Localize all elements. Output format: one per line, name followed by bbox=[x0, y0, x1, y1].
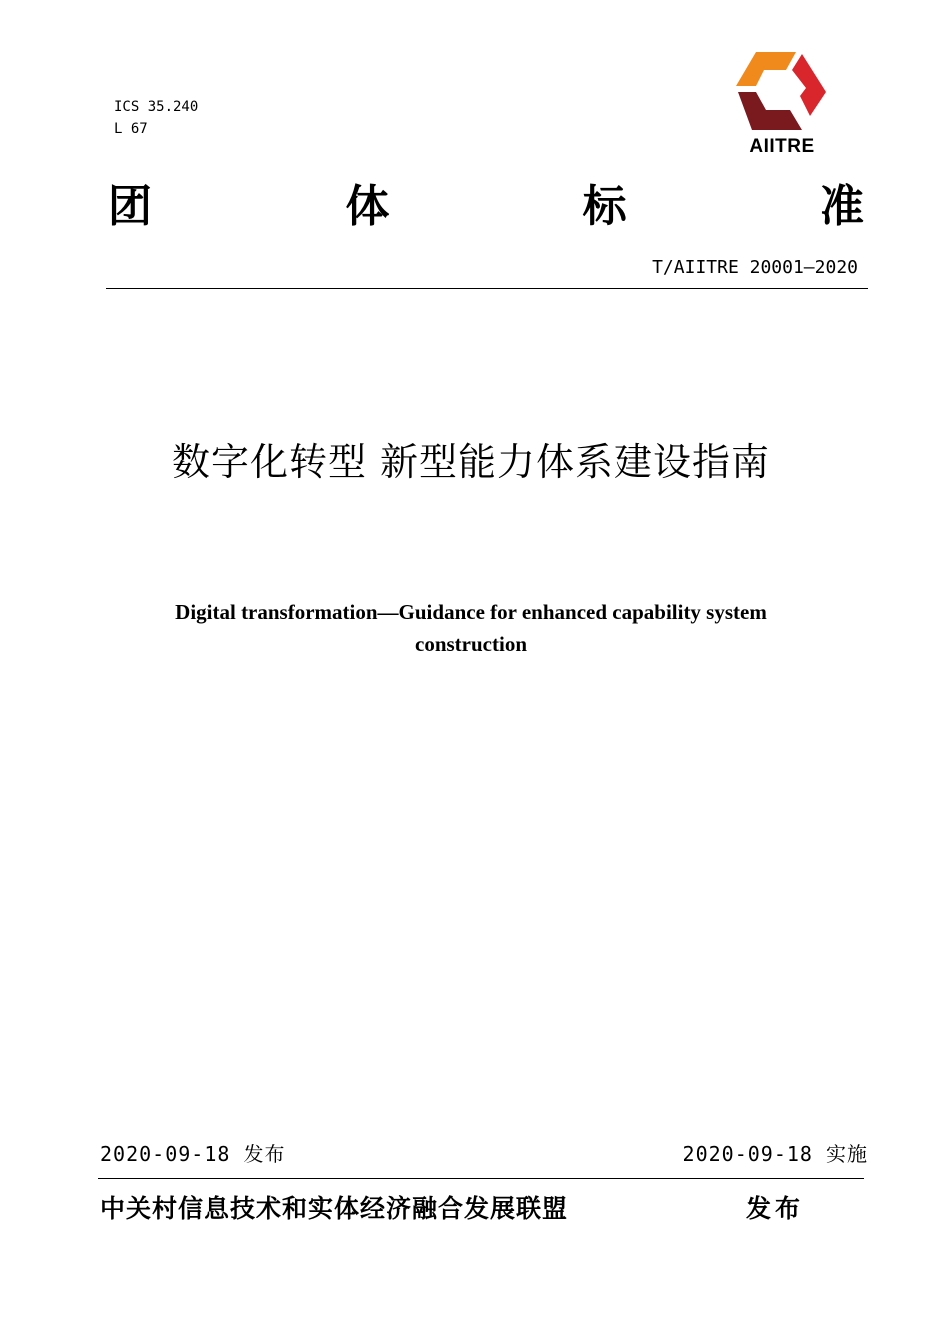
aiitre-logo-icon bbox=[734, 48, 830, 136]
standard-number: T/AIITRE 20001—2020 bbox=[652, 257, 858, 278]
publish-label: 发布 bbox=[746, 1194, 805, 1223]
heading-char: 团 bbox=[108, 181, 152, 232]
implementation-date: 2020-09-18 实施 bbox=[682, 1142, 868, 1166]
english-title-line: construction bbox=[415, 632, 527, 656]
footer-divider bbox=[98, 1178, 864, 1179]
heading-char: 体 bbox=[345, 181, 390, 232]
group-standard-heading bbox=[108, 180, 864, 234]
ics-code: ICS 35.240 bbox=[114, 99, 199, 115]
heading-char: 准 bbox=[819, 181, 864, 232]
english-title bbox=[120, 596, 822, 660]
english-title-line: Digital transformation—Guidance for enhanced capability system bbox=[175, 600, 767, 624]
heading-char: 标 bbox=[582, 181, 627, 232]
publisher-name: 中关村信息技术和实体经济融合发展联盟 bbox=[100, 1194, 569, 1223]
header-divider bbox=[106, 288, 868, 289]
ccs-code: L 67 bbox=[114, 121, 148, 137]
publish-date: 2020-09-18 发布 bbox=[100, 1142, 286, 1166]
logo-text: AIITRE bbox=[749, 136, 815, 157]
classification-codes bbox=[114, 96, 198, 140]
aiitre-logo bbox=[734, 48, 830, 160]
chinese-title: 数字化转型 新型能力体系建设指南 bbox=[171, 440, 771, 484]
